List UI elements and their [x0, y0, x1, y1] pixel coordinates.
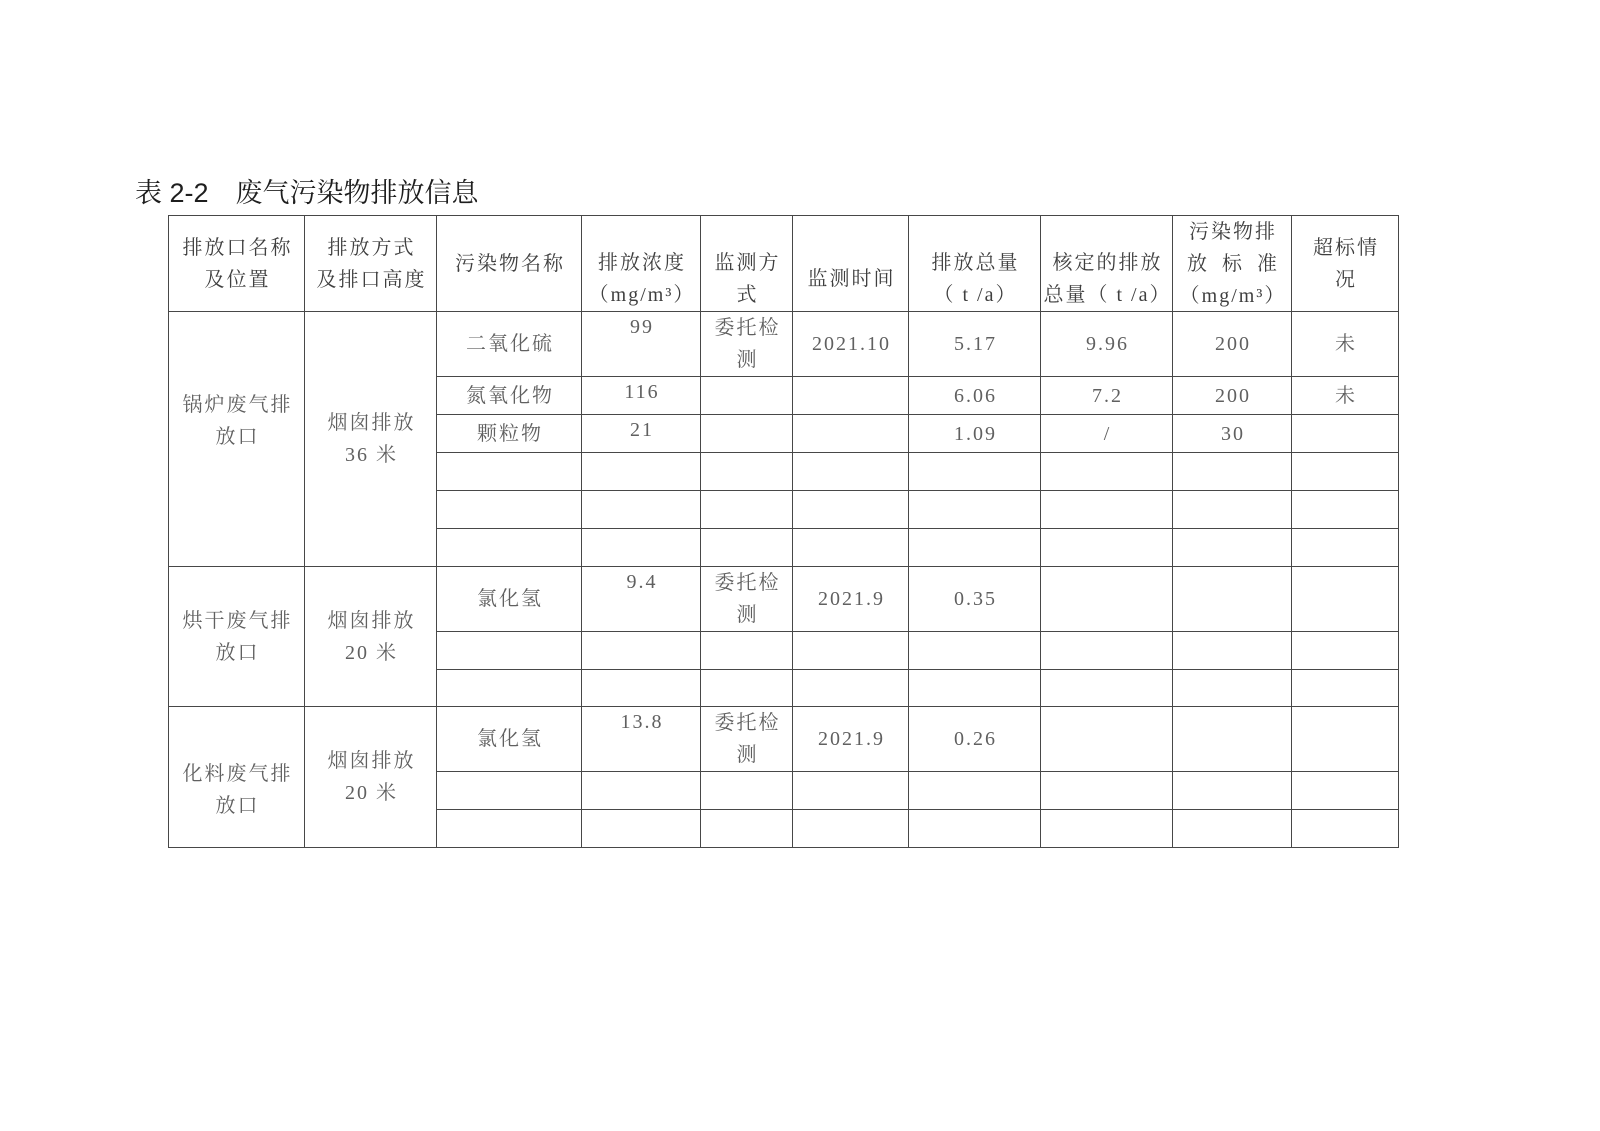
- monitoring-time-cell: [793, 810, 909, 848]
- monitoring-method-cell: [701, 529, 793, 567]
- emission-standard-cell: [1173, 491, 1292, 529]
- emission-standard-cell: [1173, 707, 1292, 772]
- header-exceedance: 超标情 况: [1292, 216, 1399, 312]
- monitoring-time-cell: [793, 453, 909, 491]
- header-monitoring-method: 监测方 式: [701, 216, 793, 312]
- monitoring-method-cell: [701, 415, 793, 453]
- monitoring-time-cell: 2021.10: [793, 312, 909, 377]
- approved-total-cell: [1041, 707, 1173, 772]
- approved-total-cell: [1041, 491, 1173, 529]
- monitoring-time-cell: [793, 415, 909, 453]
- concentration-cell: [582, 453, 701, 491]
- pollutant-cell: [437, 810, 582, 848]
- monitoring-time-cell: [793, 632, 909, 670]
- header-emission-standard: 污染物排 放 标 准 （mg/m³）: [1173, 216, 1292, 312]
- total-emission-cell: 0.35: [909, 567, 1041, 632]
- pollutant-cell: [437, 670, 582, 707]
- pollutant-cell: 二氧化硫: [437, 312, 582, 377]
- emission-standard-cell: [1173, 810, 1292, 848]
- monitoring-method-cell: [701, 453, 793, 491]
- table-title: 废气污染物排放信息: [235, 178, 479, 208]
- emission-standard-cell: 200: [1173, 377, 1292, 415]
- monitoring-time-cell: [793, 377, 909, 415]
- header-discharge-method: 排放方式 及排口高度: [305, 216, 437, 312]
- approved-total-cell: [1041, 772, 1173, 810]
- total-emission-cell: [909, 491, 1041, 529]
- pollutant-cell: [437, 632, 582, 670]
- total-emission-cell: 1.09: [909, 415, 1041, 453]
- exceedance-cell: [1292, 567, 1399, 632]
- emission-standard-cell: 30: [1173, 415, 1292, 453]
- approved-total-cell: [1041, 670, 1173, 707]
- monitoring-method-cell: 委托检 测: [701, 312, 793, 377]
- monitoring-time-cell: [793, 670, 909, 707]
- pollutant-cell: [437, 529, 582, 567]
- concentration-cell: 21: [582, 415, 701, 453]
- discharge-method-cell: 烟囱排放 20 米: [305, 707, 437, 848]
- monitoring-time-cell: [793, 529, 909, 567]
- approved-total-cell: [1041, 453, 1173, 491]
- approved-total-cell: [1041, 632, 1173, 670]
- exceedance-cell: 未: [1292, 377, 1399, 415]
- exceedance-cell: [1292, 632, 1399, 670]
- monitoring-method-cell: 委托检 测: [701, 567, 793, 632]
- pollutant-cell: 颗粒物: [437, 415, 582, 453]
- header-approved-total: 核定的排放 总量（ t /a）: [1041, 216, 1173, 312]
- monitoring-method-cell: [701, 670, 793, 707]
- total-emission-cell: [909, 670, 1041, 707]
- monitoring-method-cell: 委托检 测: [701, 707, 793, 772]
- exceedance-cell: [1292, 415, 1399, 453]
- concentration-cell: [582, 491, 701, 529]
- emissions-table: [168, 215, 1399, 848]
- exceedance-cell: [1292, 670, 1399, 707]
- outlet-name-cell: 化料废气排 放口: [169, 707, 305, 848]
- emission-standard-cell: 200: [1173, 312, 1292, 377]
- pollutant-cell: [437, 491, 582, 529]
- total-emission-cell: [909, 772, 1041, 810]
- concentration-cell: 9.4: [582, 567, 701, 632]
- header-monitoring-time: 监测时间: [793, 216, 909, 312]
- emission-standard-cell: [1173, 670, 1292, 707]
- exceedance-cell: [1292, 491, 1399, 529]
- monitoring-time-cell: [793, 491, 909, 529]
- outlet-name-cell: 锅炉废气排 放口: [169, 312, 305, 567]
- concentration-cell: [582, 670, 701, 707]
- pollutant-cell: 氮氧化物: [437, 377, 582, 415]
- table-number: 表 2-2: [135, 178, 209, 208]
- approved-total-cell: /: [1041, 415, 1173, 453]
- monitoring-method-cell: [701, 772, 793, 810]
- concentration-cell: [582, 810, 701, 848]
- concentration-cell: [582, 632, 701, 670]
- header-pollutant-name: 污染物名称: [437, 216, 582, 312]
- monitoring-method-cell: [701, 810, 793, 848]
- pollutant-cell: [437, 453, 582, 491]
- exceedance-cell: [1292, 707, 1399, 772]
- header-concentration: 排放浓度 （mg/m³）: [582, 216, 701, 312]
- pollutant-cell: 氯化氢: [437, 567, 582, 632]
- total-emission-cell: [909, 810, 1041, 848]
- header-outlet-name: 排放口名称 及位置: [169, 216, 305, 312]
- monitoring-time-cell: [793, 772, 909, 810]
- monitoring-time-cell: 2021.9: [793, 707, 909, 772]
- exceedance-cell: [1292, 529, 1399, 567]
- total-emission-cell: 6.06: [909, 377, 1041, 415]
- table-caption: [135, 176, 479, 210]
- concentration-cell: 99: [582, 312, 701, 377]
- emission-standard-cell: [1173, 453, 1292, 491]
- total-emission-cell: 5.17: [909, 312, 1041, 377]
- approved-total-cell: 7.2: [1041, 377, 1173, 415]
- header-total-emission: 排放总量 （ t /a）: [909, 216, 1041, 312]
- approved-total-cell: [1041, 529, 1173, 567]
- monitoring-method-cell: [701, 632, 793, 670]
- total-emission-cell: [909, 453, 1041, 491]
- monitoring-time-cell: 2021.9: [793, 567, 909, 632]
- outlet-name-cell: 烘干废气排 放口: [169, 567, 305, 707]
- concentration-cell: [582, 772, 701, 810]
- total-emission-cell: [909, 529, 1041, 567]
- total-emission-cell: 0.26: [909, 707, 1041, 772]
- pollutant-cell: [437, 772, 582, 810]
- emission-standard-cell: [1173, 567, 1292, 632]
- monitoring-method-cell: [701, 491, 793, 529]
- total-emission-cell: [909, 632, 1041, 670]
- emission-standard-cell: [1173, 632, 1292, 670]
- exceedance-cell: [1292, 772, 1399, 810]
- exceedance-cell: [1292, 453, 1399, 491]
- exceedance-cell: 未: [1292, 312, 1399, 377]
- concentration-cell: 13.8: [582, 707, 701, 772]
- monitoring-method-cell: [701, 377, 793, 415]
- emission-standard-cell: [1173, 529, 1292, 567]
- pollutant-cell: 氯化氢: [437, 707, 582, 772]
- emission-standard-cell: [1173, 772, 1292, 810]
- concentration-cell: [582, 529, 701, 567]
- approved-total-cell: 9.96: [1041, 312, 1173, 377]
- approved-total-cell: [1041, 810, 1173, 848]
- approved-total-cell: [1041, 567, 1173, 632]
- discharge-method-cell: 烟囱排放 20 米: [305, 567, 437, 707]
- discharge-method-cell: 烟囱排放 36 米: [305, 312, 437, 567]
- exceedance-cell: [1292, 810, 1399, 848]
- concentration-cell: 116: [582, 377, 701, 415]
